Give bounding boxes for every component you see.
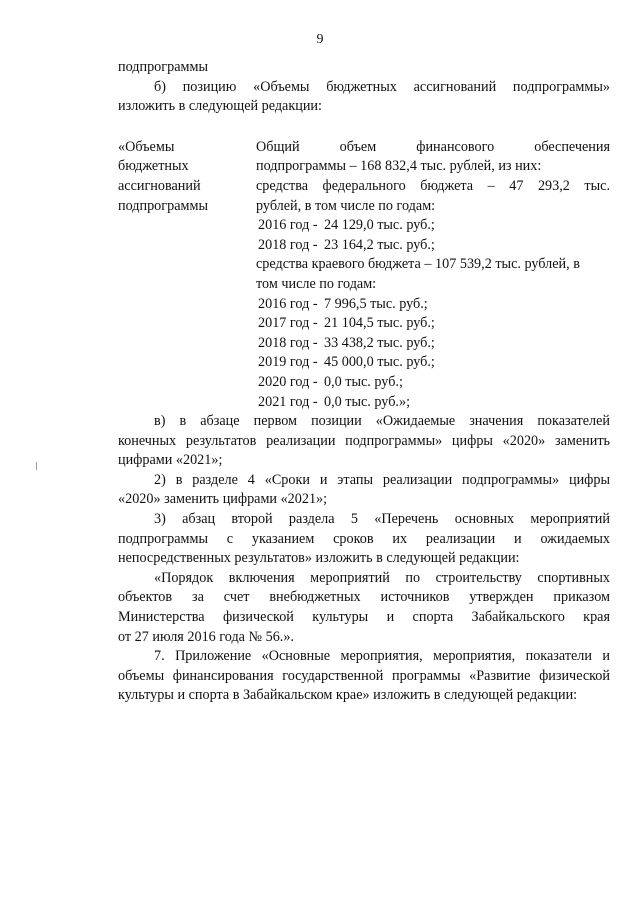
year-label: 2020 год - (258, 373, 318, 390)
table-left-line: ассигнований (118, 177, 201, 194)
para-v-line-3: цифрами «2021»; (118, 452, 223, 469)
table-left-line: бюджетных (118, 158, 189, 175)
year-amount: 0,0 тыс. руб.; (324, 373, 403, 390)
year-amount: 23 164,2 тыс. руб.; (324, 236, 435, 253)
table-left-line: подпрограммы (118, 197, 208, 214)
year-label: 2016 год - (258, 295, 318, 312)
document-body (118, 58, 610, 706)
year-amount: 24 129,0 тыс. руб.; (324, 217, 435, 234)
para-quote-line-2: объектов за счет внебюджетных источников утвержден приказом (118, 589, 610, 606)
intro-line-2: б) позицию «Объемы бюджетных ассигнований подпрограммы» (154, 78, 610, 95)
para-quote-line-1: «Порядок включения мероприятий по строительству спортивных (154, 569, 610, 586)
year-amount: 0,0 тыс. руб.»; (324, 393, 411, 410)
para-quote-line-4: от 27 июля 2016 года № 56.». (118, 628, 294, 645)
budget-table (118, 138, 610, 412)
regional-year-row (256, 295, 610, 315)
year-label: 2018 год - (258, 334, 318, 351)
table-right-column (256, 138, 610, 412)
para-2-line-2: «2020» заменить цифрами «2021»; (118, 491, 328, 508)
table-right-line: том числе по годам: (256, 275, 377, 292)
intro-line-3: изложить в следующей редакции: (118, 98, 322, 115)
para-3-line-3: непосредственных результатов» изложить в следующей редакции: (118, 550, 520, 567)
para-2-line-1: 2) в разделе 4 «Сроки и этапы реализации подпрограммы» цифры (154, 471, 610, 488)
year-amount: 21 104,5 тыс. руб.; (324, 315, 435, 332)
para-quote-line-3: Министерства физической культуры и спорта Забайкальского края (118, 609, 610, 626)
year-amount: 45 000,0 тыс. руб.; (324, 354, 435, 371)
year-amount: 33 438,2 тыс. руб.; (324, 334, 435, 351)
para-7-line-3: культуры и спорта в Забайкальском крае» изложить в следующей редакции: (118, 687, 578, 704)
table-right-line: рублей, в том числе по годам: (256, 197, 436, 214)
year-amount: 7 996,5 тыс. руб.; (324, 295, 428, 312)
regional-year-row (256, 393, 610, 413)
para-7-line-1: 7. Приложение «Основные мероприятия, мероприятия, показатели и (154, 648, 610, 665)
regional-year-row (256, 353, 610, 373)
page-number: 9 (316, 32, 324, 47)
table-left-line: «Объемы (118, 138, 175, 155)
regional-year-row (256, 373, 610, 393)
table-right-line: средства краевого бюджета – 107 539,2 тыс. рублей, в (256, 256, 580, 273)
year-label: 2021 год - (258, 393, 318, 410)
federal-year-row (256, 216, 610, 236)
year-label: 2019 год - (258, 354, 318, 371)
regional-year-row (256, 314, 610, 334)
para-7-line-2: объемы финансирования государственной программы «Развитие физической (118, 667, 610, 684)
year-label: 2018 год - (258, 236, 318, 253)
table-left-column (118, 138, 256, 412)
intro-line-1: подпрограммы (118, 59, 208, 75)
para-v-line-2: конечных результатов реализации подпрограммы» цифры «2020» заменить (118, 432, 610, 449)
year-label: 2016 год - (258, 217, 318, 234)
margin-mark (36, 462, 37, 470)
federal-year-row (256, 236, 610, 256)
table-right-line: Общий объем финансового обеспечения (256, 138, 610, 155)
regional-year-row (256, 334, 610, 354)
table-right-line: средства федерального бюджета – 47 293,2 тыс. (256, 177, 610, 194)
table-right-line: подпрограммы – 168 832,4 тыс. рублей, из них: (256, 158, 542, 175)
para-3-line-2: подпрограммы с указанием сроков их реализации и ожидаемых (118, 530, 610, 547)
para-3-line-1: 3) абзац второй раздела 5 «Перечень основных мероприятий (154, 511, 610, 528)
year-label: 2017 год - (258, 315, 318, 332)
para-v-line-1: в) в абзаце первом позиции «Ожидаемые значения показателей (154, 413, 610, 430)
